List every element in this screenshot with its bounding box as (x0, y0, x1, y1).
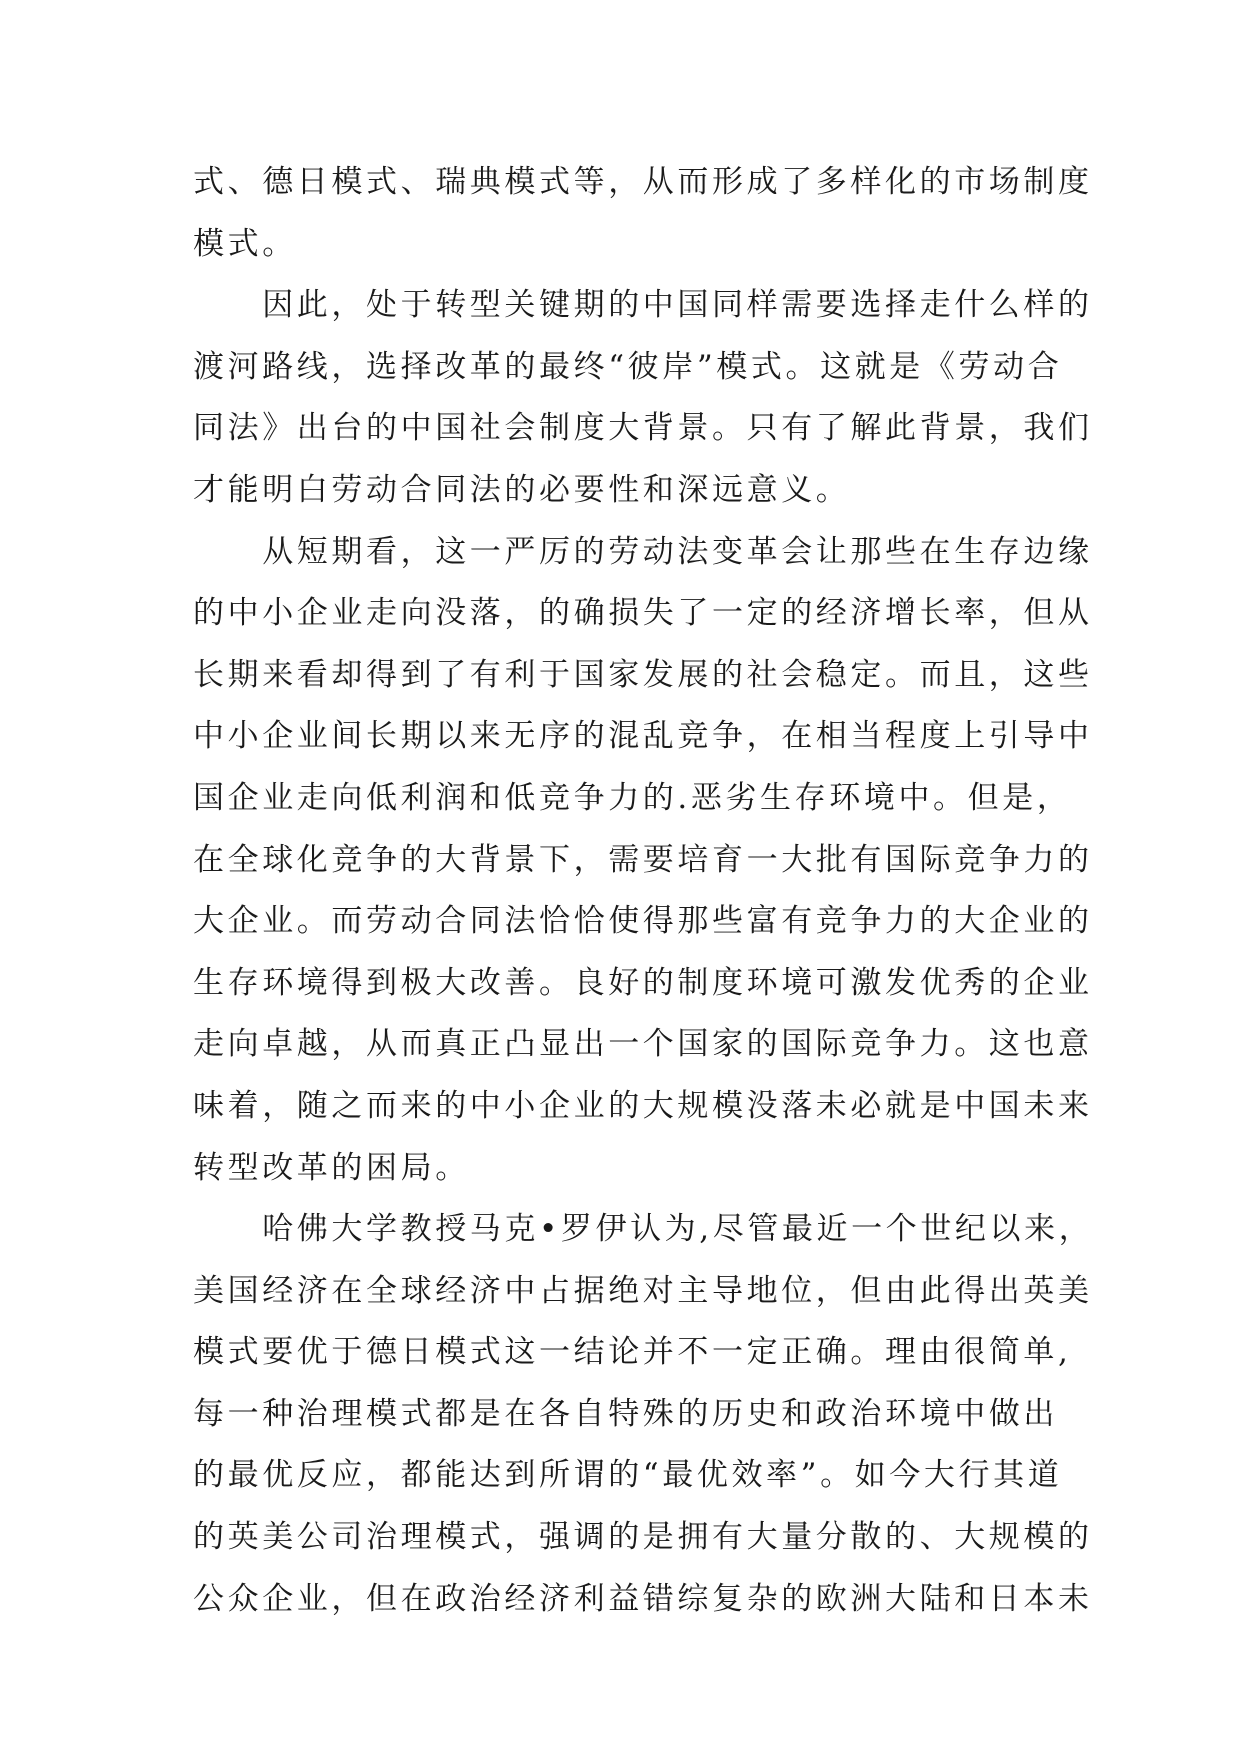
text-line: 国企业走向低利润和低竞争力的.恶劣生存环境中。但是， (193, 779, 1072, 816)
text-line: 中小企业间长期以来无序的混乱竞争，在相当程度上引导中 (193, 718, 1093, 755)
body-text (193, 152, 1094, 1630)
text-line: 每一种治理模式都是在各自特殊的历史和政治环境中做出 (193, 1395, 1058, 1432)
text-line: 式、德日模式、瑞典模式等，从而形成了多样化的市场制度 (193, 164, 1093, 200)
text-line: 大企业。而劳动合同法恰恰使得那些富有竞争力的大企业的 (193, 903, 1093, 940)
text-line: 在全球化竞争的大背景下，需要培育一大批有国际竞争力的 (193, 841, 1093, 878)
text-line: 模式要优于德日模式这一结论并不一定正确。理由很简单, (193, 1334, 1072, 1371)
text-line: 生存环境得到极大改善。良好的制度环境可激发优秀的企业 (193, 964, 1093, 1001)
text-line: 同法》出台的中国社会制度大背景。只有了解此背景，我们 (193, 410, 1093, 447)
text-line: 模式。 (193, 225, 297, 262)
text-line: 哈佛大学教授马克•罗伊认为,尽管最近一个世纪以来， (193, 1211, 1094, 1248)
text-line: 的中小企业走向没落，的确损失了一定的经济增长率，但从 (193, 595, 1093, 632)
text-line: 走向卓越，从而真正凸显出一个国家的国际竞争力。这也意 (193, 1026, 1093, 1063)
text-line: 转型改革的困局。 (193, 1149, 470, 1186)
text-line: 才能明白劳动合同法的必要性和深远意义。 (193, 471, 851, 508)
text-line: 渡河路线，选择改革的最终“彼岸”模式。这就是《劳动合 (193, 348, 1063, 385)
text-line: 从短期看，这一严厉的劳动法变革会让那些在生存边缘 (193, 533, 1093, 570)
text-line: 因此，处于转型关键期的中国同样需要选择走什么样的 (193, 287, 1093, 324)
text-line: 长期来看却得到了有利于国家发展的社会稳定。而且，这些 (193, 656, 1093, 693)
text-line: 美国经济在全球经济中占据绝对主导地位，但由此得出英美 (193, 1272, 1093, 1309)
text-line: 公众企业，但在政治经济利益错综复杂的欧洲大陆和日本未 (193, 1580, 1093, 1617)
text-line: 味着，随之而来的中小企业的大规模没落未必就是中国未来 (193, 1087, 1093, 1124)
text-line: 的最优反应，都能达到所谓的“最优效率”。如今大行其道 (193, 1457, 1063, 1494)
text-line: 的英美公司治理模式，强调的是拥有大量分散的、大规模的 (193, 1519, 1093, 1556)
